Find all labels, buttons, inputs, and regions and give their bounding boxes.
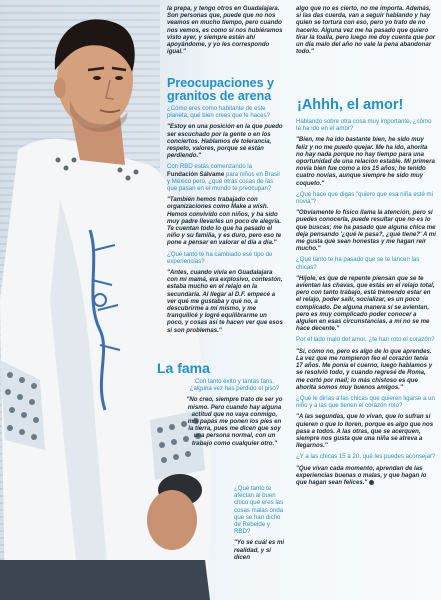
question-novia: ¿Qué hace que digas "quiero que esa niña esté mi novia"? <box>296 190 433 206</box>
answer-realidad-cont: algo que no es cierto, no me importa. Además, si las das cuerda, van a seguir hablando y hay quien se tortura con eso, pero yo trato de no hacerlo. Alguna vez me ha pasado que quiero tirar la toalla, pero luego me doy cuenta que por un día malo del año no vale la pena abandonar todo." <box>296 5 436 56</box>
question-fundacion <box>167 163 283 192</box>
fama-body-2 <box>234 485 286 565</box>
answer-novia: "Obviamente lo físico llama la atención, pero si puedes conocerla, puede resultar que no es lo que buscas; me ha pasado que alguna chica me deja pensando '¿qué le pasa?, ¿qué tiene?' A mí me gusta que sean honestas y me hagan reír mucho." <box>296 209 436 253</box>
question-chicas-15: ¿Y a las chicas 15 a 20, qué les puedes aconsejar? <box>296 453 436 461</box>
answer-planeta: "Estoy en una posición en la que puedo ser escuchado por la gente o en los conciertos. Hablamos de tolerancia, respeto, valores, porque se están perdiendo." <box>167 123 283 160</box>
answer-fundacion: "También hemos trabajado con organizaciones como Make a wish. Hemos convivido con niños, y ha sido muy padre llevarles un poco de alegría. Te cuentan todo lo que ha pasado el niño y su familia, y es duro, pero eso te pone a pensar en valorar el día a día." <box>167 196 282 247</box>
question-piso: Con tanto éxito y tantas fans, ¿alguna vez has perdido el piso? <box>189 378 280 393</box>
heading-el-amor: ¡Ahhh, el amor! <box>297 97 404 113</box>
answer-chicas-15 <box>296 465 436 487</box>
amor-body <box>296 118 436 490</box>
question-ligarse: ¿Qué le dirías a las chicas que quieren ligarse a un niño y a las que tienen el corazón roto? <box>296 394 435 410</box>
question-fundacion-pre: Con RBD estás comenzando la <box>167 163 253 171</box>
answer-ligarse: "A las segundas, que lo vivan, que lo sufran si quieren o que lo lloren, porque es algo que nos pasa a todos. A las otras, que se acerquen, siempre nos gusta que una niña se atreva a llegarnos." <box>296 413 434 450</box>
question-cambio: ¿Qué tanto te ha cambiado ese tipo de experiencias? <box>167 250 273 265</box>
fundacion-salvame-name: Fundación Sálvame <box>167 170 225 178</box>
column1-top-text <box>167 5 283 59</box>
question-lancen: ¿Qué tanto te ha pasado que se te lancen las chicas? <box>296 256 420 271</box>
answer-amor: "Bien, me ha ido bastante bien, he sido muy feliz y no me puedo quejar. Me ha ido, ahorita no hay nada porque no hay tiempo para una oportunidad de una relación estable. Mi primera novia bien fue como a los 15 años; he tenido cuatro novias, aunque siempre he sido muy coqueto." <box>296 136 435 187</box>
question-corazon: Por el lado malo del amor, ¿te han roto el corazón? <box>296 336 435 344</box>
end-mark-icon <box>369 480 374 485</box>
question-afectan: ¿Qué tanto te afectan al buen chico que eres las cosas malas onda que se han dicho de Rebelde y RBD? <box>234 485 284 536</box>
question-planeta: ¿Cómo eres como habitante de este planeta, qué bien crees que le haces? <box>167 105 270 120</box>
column3-top-text <box>296 5 436 59</box>
heading-la-fama: La fama <box>157 360 210 376</box>
question-fundacion-post: para niños en Brasil y México pero, ¿qué otras cosas de las que pasan en el mundo te preocupan? <box>167 170 280 193</box>
answer-lancen: "Híjole, es que de repente piensan que se te avientan las chavas, que estás en el relajo total, pero con tanto trabajo, está tremendo estar en el relajo, poder salir, socializar, es un poco complicado. De alguna manera sí se avientan, pero es muy complicado poder conocer a alguien en esas circunstancias, a mí no se me hace decente." <box>296 274 435 333</box>
answer-cambio: "Antes, cuando vivía en Guadalajara con mi mamá, era explosivo, contestón, estaba mucho en el relajo en la secundaria. Al llegar al D.F. empecé a ver qué me gustaba y qué no, a descubrirme a mí mismo, y me tranquilicé y logré equilibrarme un poco, y cosas así te hacen ver que esos sí son problemas." <box>167 269 283 334</box>
fama-body <box>186 378 283 451</box>
heading-preocupaciones: Preocupaciones y granitos de arena <box>167 76 274 103</box>
answer-afectan: "Yo sé cuál es mi realidad, y sí dicen <box>234 539 285 561</box>
column1-body <box>167 105 283 338</box>
answer-friends: la prepa, y tengo otros en Guadalajara. Son personas que, puede que no nos veamos en mucho tiempo, pero cuando nos vemos, es como si nos hubiéramos visto ayer, y siempre están ahí apoyándome, y yo les correspondo igual." <box>167 5 283 56</box>
question-amor: Hablando sobre otra cosa muy importante, ¿cómo te ha ido en el amor? <box>296 118 432 133</box>
answer-piso: "No creo, siempre trato de ser yo mismo. Pero cuando hay alguna actitud que no vaya conmigo, mis papás me ponen los pies en la tierra, pues me dicen que soy una persona normal, con un trabajo como cualquier otro." <box>186 396 283 447</box>
answer-chicas-15-text: "Que vivan cada momento, aprendan de las experiencias buenas o malas, y que hagan lo que hagan sean felices." <box>296 464 427 486</box>
answer-corazon: "Sí, cómo no, pero es algo de lo que aprendes. La vez que me rompieron feo el corazón tenía 17 años. Me ponía el cuerno, luego hablamos y se resolvió todo, y cuando regresé de Roma, me cortó por mail; lo más chistoso es que ahorita somos muy buenos amigos." <box>296 347 433 391</box>
